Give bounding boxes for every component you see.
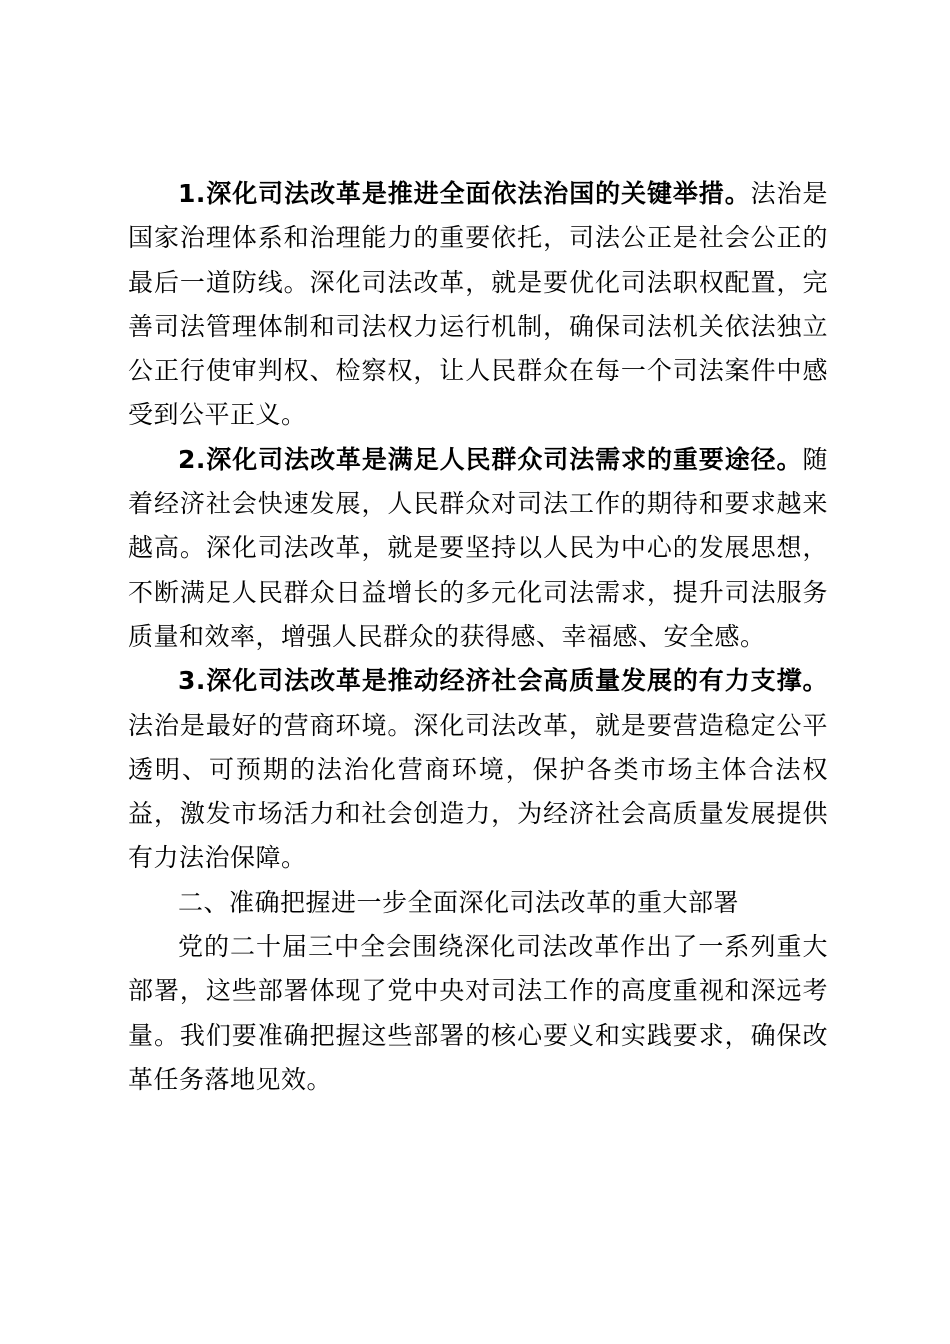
paragraph-1-lead: 1.深化司法改革是推进全面依法治国的关键举措。 — [178, 179, 751, 208]
paragraph-3-lead: 3.深化司法改革是推动经济社会高质量发展的有力支撑。 — [178, 666, 828, 696]
closing-paragraph: 党的二十届三中全会围绕深化司法改革作出了一系列重大部署，这些部署体现了党中央对司法工作的高度重视和深远考量。我们要准确把握这些部署的核心要义和实践要求，确保改革任务落地见效。 — [128, 932, 828, 1094]
section-heading: 二、准确把握进一步全面深化司法改革的重大部署 — [178, 887, 740, 917]
paragraph-1 — [128, 172, 828, 438]
document-page — [128, 172, 828, 1102]
paragraph-2 — [128, 438, 828, 659]
paragraph-3-body: 法治是最好的营商环境。深化司法改革，就是要营造稳定公平透明、可预期的法治化营商环境，保护各类市场主体合法权益，激发市场活力和社会创造力，为经济社会高质量发展提供有力法治保障。 — [128, 710, 828, 873]
paragraph-2-lead: 2.深化司法改革是满足人民群众司法需求的重要途径。 — [178, 444, 803, 474]
paragraph-1-body: 法治是国家治理体系和治理能力的重要依托，司法公正是社会公正的最后一道防线。深化司法改革，就是要优化司法职权配置，完善司法管理体制和司法权力运行机制，确保司法机关依法独立公正行使审判权、检察权，让人民群众在每一个司法案件中感受到公平正义。 — [128, 179, 828, 430]
paragraph-2-body: 随着经济社会快速发展，人民群众对司法工作的期待和要求越来越高。深化司法改革，就是要坚持以人民为中心的发展思想，不断满足人民群众日益增长的多元化司法需求，提升司法服务质量和效率，增强人民群众的获得感、幸福感、安全感。 — [128, 444, 828, 651]
paragraph-3 — [128, 659, 828, 880]
